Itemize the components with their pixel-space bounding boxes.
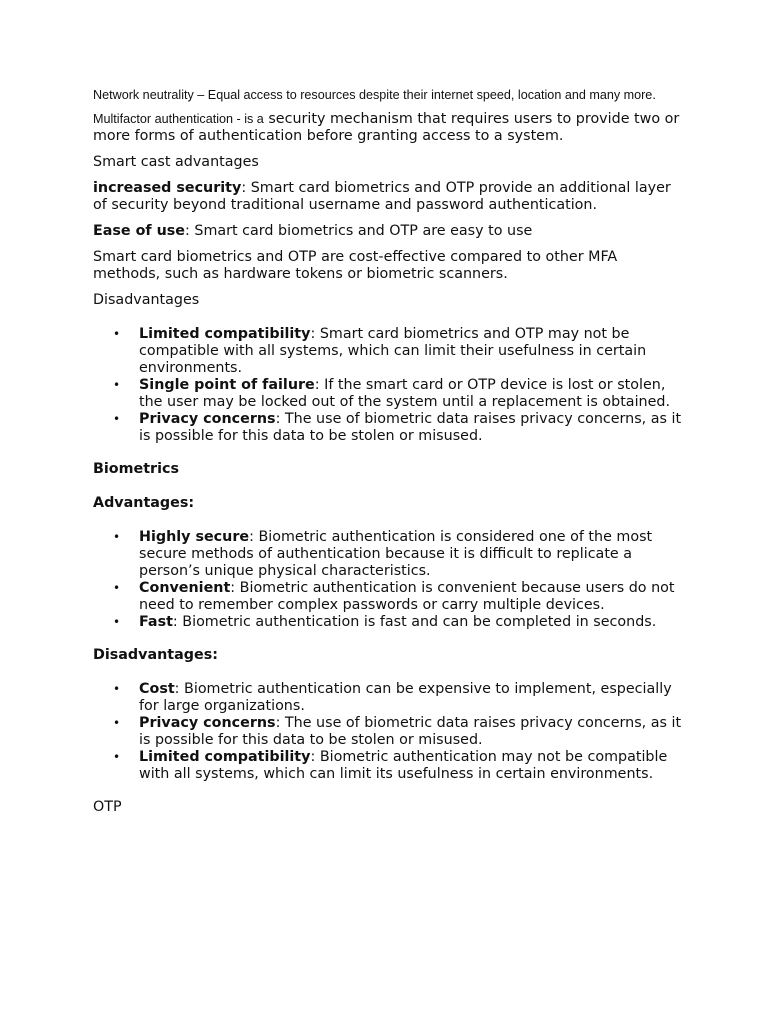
list-item-text: : Biometric authentication is considered one of the most secure methods of authentication because it is difficult to replicate a person’s unique physical characteristics. [139,529,653,579]
list-item-text: : The use of biometric data raises privacy concerns, as it is possible for this data to be stolen or misused. [139,411,682,444]
bullet-icon: • [113,327,121,341]
paragraph-otp: OTP [93,799,122,815]
bullet-icon: • [113,615,121,629]
list-item-term: Limited compatibility [139,326,311,342]
list-item-term: Single point of failure [139,377,315,393]
bullet-icon: • [113,750,121,764]
paragraph-mfa-definition [93,110,683,145]
list-item-text: : Biometric authentication may not be compatible with all systems, which can limit its usefulness in certain environments. [139,749,668,782]
paragraph-disadvantages: Disadvantages [93,292,200,308]
heading-advantages: Advantages: [93,495,195,511]
list-item-term: Limited compatibility [139,749,311,765]
paragraph-increased-security [93,180,683,214]
smart-card-disadvantages-list [93,326,683,445]
ease-of-use-term: Ease of use [93,223,186,239]
paragraph-cost-effective: Smart card biometrics and OTP are cost-effective compared to other MFA methods, such as hardware tokens or biometric scanners. [93,249,618,282]
list-item-text: : Smart card biometrics and OTP may not be compatible with all systems, which can limit their usefulness in certain environments. [139,326,647,376]
biometrics-disadvantages-list [93,681,683,783]
list-item [113,614,683,631]
list-item-text: : Biometric authentication can be expensive to implement, especially for large organizations. [139,681,672,714]
paragraph-ease-of-use [93,223,683,240]
list-item [113,715,683,749]
heading-biometrics: Biometrics [93,461,179,477]
list-item-text: : Biometric authentication is fast and can be completed in seconds. [172,614,657,630]
bullet-icon: • [113,378,121,392]
ease-of-use-text: : Smart card biometrics and OTP are easy to use [185,223,533,239]
list-item-term: Cost [139,681,175,697]
list-item-term: Highly secure [139,529,250,545]
heading-disadvantages: Disadvantages: [93,647,218,663]
increased-security-term: increased security [93,180,242,196]
list-item-term: Privacy concerns [139,715,276,731]
mfa-definition-text: security mechanism that requires users to provide two or more forms of authentication before granting access to a system. [93,111,680,144]
list-item [113,529,683,580]
list-item [113,749,683,783]
list-item [113,377,683,411]
biometrics-advantages-list [93,529,683,631]
bullet-icon: • [113,530,121,544]
increased-security-text: : Smart card biometrics and OTP provide an additional layer of security beyond traditional username and password authentication. [93,180,671,213]
list-item [113,411,683,445]
list-item [113,580,683,614]
list-item-term: Fast [139,614,173,630]
bullet-icon: • [113,581,121,595]
mfa-lead-text: Multifactor authentication - is a [93,112,264,126]
list-item-term: Convenient [139,580,231,596]
paragraph-smart-cast-advantages: Smart cast advantages [93,154,259,170]
list-item-text: : If the smart card or OTP device is lost or stolen, the user may be locked out of the system until a replacement is obtained. [139,377,671,410]
document-page [93,86,683,825]
list-item [113,681,683,715]
bullet-icon: • [113,412,121,426]
bullet-icon: • [113,682,121,696]
list-item [113,326,683,377]
list-item-text: : Biometric authentication is convenient because users do not need to remember complex passwords or carry multiple devices. [139,580,675,613]
paragraph-network-neutrality: Network neutrality – Equal access to resources despite their internet speed, location and many more. [93,88,656,102]
list-item-text: : The use of biometric data raises privacy concerns, as it is possible for this data to be stolen or misused. [139,715,682,748]
bullet-icon: • [113,716,121,730]
list-item-term: Privacy concerns [139,411,276,427]
